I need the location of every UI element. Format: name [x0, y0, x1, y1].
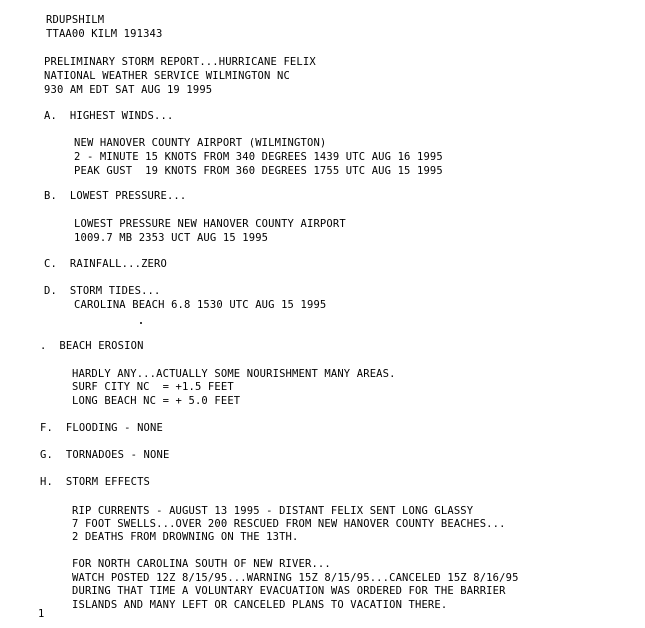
section-h-line: WATCH POSTED 12Z 8/15/95...WARNING 15Z 8/15/95...CANCELED 15Z 8/16/95: [72, 572, 519, 584]
section-e-heading: . BEACH EROSION: [40, 340, 144, 352]
page-number: 1: [38, 608, 45, 620]
section-h-line: ISLANDS AND MANY LEFT OR CANCELED PLANS TO VACATION THERE.: [72, 599, 448, 611]
section-f-heading: F. FLOODING - NONE: [40, 422, 163, 434]
section-h-line: DURING THAT TIME A VOLUNTARY EVACUATION WAS ORDERED FOR THE BARRIER: [72, 585, 506, 597]
section-d-heading: D. STORM TIDES...: [44, 285, 161, 297]
header-line-1: RDUPSHILM: [46, 14, 105, 26]
report-title: PRELIMINARY STORM REPORT...HURRICANE FELIX: [44, 56, 316, 68]
section-a-line: NEW HANOVER COUNTY AIRPORT (WILMINGTON): [74, 137, 327, 149]
office-name: NATIONAL WEATHER SERVICE WILMINGTON NC: [44, 70, 290, 82]
report-datetime: 930 AM EDT SAT AUG 19 1995: [44, 84, 213, 96]
section-h-line: 7 FOOT SWELLS...OVER 200 RESCUED FROM NEW HANOVER COUNTY BEACHES...: [72, 518, 506, 530]
section-g-heading: G. TORNADOES - NONE: [40, 449, 170, 461]
section-e-line: HARDLY ANY...ACTUALLY SOME NOURISHMENT MANY AREAS.: [72, 368, 396, 380]
header-line-2: TTAA00 KILM 191343: [46, 28, 163, 40]
section-h-line: FOR NORTH CAROLINA SOUTH OF NEW RIVER...: [72, 558, 331, 570]
section-h-line: RIP CURRENTS - AUGUST 13 1995 - DISTANT FELIX SENT LONG GLASSY: [72, 505, 474, 517]
section-a-heading: A. HIGHEST WINDS...: [44, 110, 174, 122]
section-d-line: CAROLINA BEACH 6.8 1530 UTC AUG 15 1995: [74, 299, 327, 311]
section-b-line: LOWEST PRESSURE NEW HANOVER COUNTY AIRPORT: [74, 218, 346, 230]
stray-mark: [140, 322, 142, 324]
section-b-line: 1009.7 MB 2353 UCT AUG 15 1995: [74, 232, 269, 244]
section-b-heading: B. LOWEST PRESSURE...: [44, 190, 187, 202]
section-h-line: 2 DEATHS FROM DROWNING ON THE 13TH.: [72, 531, 299, 543]
section-h-heading: H. STORM EFFECTS: [40, 476, 151, 488]
section-a-line: 2 - MINUTE 15 KNOTS FROM 340 DEGREES 1439 UTC AUG 16 1995: [74, 151, 443, 163]
section-e-line: SURF CITY NC = +1.5 FEET: [72, 381, 234, 393]
section-c-heading: C. RAINFALL...ZERO: [44, 258, 167, 270]
section-e-line: LONG BEACH NC = + 5.0 FEET: [72, 395, 241, 407]
section-a-line: PEAK GUST 19 KNOTS FROM 360 DEGREES 1755 UTC AUG 15 1995: [74, 165, 443, 177]
